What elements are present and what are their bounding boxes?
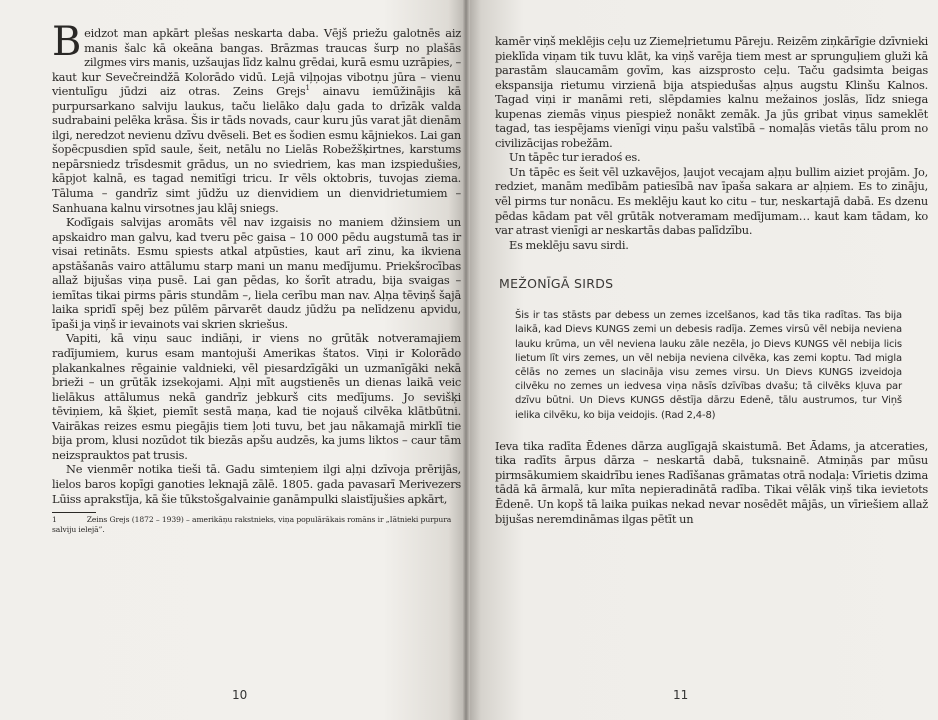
right-page <box>467 0 938 720</box>
drop-cap: B <box>52 19 82 65</box>
paragraph: kamēr viņš meklējis ceļu uz Ziemeļrietumu Pāreju. Reizēm ziņkārīgie dzīvnieki pieklīda viņam tik tuvu klāt, ka viņš varēja tiem mest ar sprunguļiem gluži kā parastām slaucamām govīm, kas aizsprosto ceļu. Taču gadsimta beigas ekspansija rietumu virzienā bija atspiedušas aļņus augstu Klinšu Kalnos. Tagad viņi ir manāmi reti, slēpdamies kalnu mežainos joslās, līdz sniega kupenas ziemās viņus piespiež nonākt zemāk. Ja jūs gribat viņus sameklēt tagad, tas iespējams vienīgi viņu pašu valstībā – nomaļās vietās tālu prom no civilizācijas robežām. <box>495 34 928 150</box>
footnote-text: Zeins Grejs (1872 – 1939) – amerikāņu rakstnieks, viņa populārākais romāns ir „Iātnieki purpura salviju ielejā”. <box>52 515 452 535</box>
footnote-marker: 1 <box>305 84 310 93</box>
paragraph: Ne vienmēr notika tieši tā. Gadu simteņiem ilgi aļņi dzīvoja prērijās, lielos baros kopīgi ganoties leknajā zālē. 1805. gada pavasarī Merivezers Lūiss aprakstīja, kā šie tūkstošgalvainie ganāmpulki slaistījušies apkārt, <box>52 462 461 506</box>
paragraph: Vapiti, kā viņu sauc indiāņi, ir viens no grūtāk notveramajiem radījumiem, kurus esam mantojuši Amerikas štatos. Viņi ir Kolorādo plakankalnes rēgainie valdnieki, vēl piesardzīgāki un uzmanīgāki nekā brieži – un grūtāk izsekojami. Aļņi mīt augstienēs un dienas laikā veic lielākus attālumus nekā gandrīz jebkurš cits medījums. Jo sevišķi tēviņiem, kā šķiet, piemīt sestā maņa, kad tie nojauš cilvēka klātbūtni. Vairākas reizes esmu piegājis tiem ļoti tuvu, bet jau nākamajā mirklī tie bija prom, klusi nozūdot tik biezās apšu audzēs, ka jums liktos – caur tām neizsprauktos pat trusis. <box>52 331 461 462</box>
paragraph-text-continued: ainavu iemūžinājis kā purpursarkano salviju laukus, taču lielāko daļu gada to drīzāk valda sudrabaini pelēka krāsa. Šis ir tāds novads, caur kuru jūs varat jāt dienām ilgi, neredzot nevienu dzīvu dvēseli. Bet es šodien esmu kājniekos. Lai gan šopēcpusdien spīd saule, šeit, netālu no Lielās Robežšķirtnes, karstums nepārsniedz trīsdesmit grādus, un no sviedriem, kas man izspiedušies, kāpjot kalnā, es tagad nemitīgi tricu. Ir vēls oktobris, tuvojas ziema. Tāluma – gandrīz simt jūdžu uz dienvidiem un dienvidrietumiem – Sanhuana kalnu virsotnes jau klāj sniegs. <box>52 84 462 215</box>
footnote <box>52 515 461 535</box>
footnote-divider <box>52 512 96 513</box>
paragraph-text: eidzot man apkārt plešas neskarta daba. Vējš priežu galotnēs aiz manis šalc kā okeāna bangas. Brāzmas traucas šurp no plašās zilgmes virs manis, uzšaujas līdz kalnu grēdai, kurā esmu uzrāpies, – kaut kur Sevečreindžā Kolorādo vidū. Lejā viļņojas vibotņu jūra – vienu vientulīgu jūdzi aiz otras. Zeins Grejs <box>52 26 461 99</box>
footnote-number: 1 <box>52 515 57 525</box>
right-page-text-after-quote <box>495 439 928 526</box>
book-gutter <box>462 0 470 720</box>
right-page-text <box>495 34 928 252</box>
paragraph: Ieva tika radīta Ēdenes dārza auglīgajā skaistumā. Bet Ādams, ja atceraties, tika radīts ārpus dārza – neskartā dabā, tuksnainē. Atmiņās par mūsu pirmsākumiem skaidrību ienes Radīšanas grāmatas otrā nodaļa: Vīrietis dzima tādā kā ārmalā, kur mīta nepieradinātā radība. Tikai vēlāk viņš tika ievietots Ēdenē. Un kopš tā laika puikas nekad nevar nosēdēt mājās, un vīriešiem allaž bijušas neremdināmas ilgas pētīt un <box>495 438 928 526</box>
scripture-text: Šis ir tas stāsts par debess un zemes izcelšanos, kad tās tika radītas. Tas bija laikā, kad Dievs KUNGS zemi un debesis radīja. Zemes virsū vēl nebija neviena lauku krūma, un vēl neviena lauku zāle nezēla, jo Dievs KUNGS vēl nebija licis lietum līt virs zemes, un vēl nebija neviena cilvēka, kas zemi koptu. Tad migla cēlās no zemes un slacināja visu zemes virsu. Un Dievs KUNGS izveidoja cilvēku no zemes un iedvesa viņa nāsīs dzīvības dvašu; tā cilvēks kļuva par dzīvu būtni. Un Dievs KUNGS dēstīja dārzu Edenē, tālu austrumos, tur Viņš ielika cilvēku, ko bija veidojis. (Rad 2,4-8) <box>515 310 902 421</box>
page-number-left: 10 <box>232 688 248 702</box>
paragraph: Es meklēju savu sirdi. <box>509 237 629 252</box>
paragraph: Kodīgais salvijas aromāts vēl nav izgaisis no maniem džinsiem un apskaidro man galvu, kad tveru pēc gaisa – 10 000 pēdu augstumā tas ir visai retināts. Esmu spiests atkal atpūsties, kaut arī zinu, ka ikviena apstāšanās vairo attālumu starp mani un manu medījumu. Priekšrocības allaž bijušas viņa pusē. Lai gan pēdas, ko šorīt atradu, bija svaigas – iemītas tikai pirms pāris stundām –, liela cerību man nav. Aļņa tēviņš šajā laika spridī spēj bez pūlēm pārvarēt daudz jūdžu pa nelīdzenu apvidu, īpaši ja viņš ir ievainots vai skrien skriešus. <box>52 215 461 331</box>
paragraph <box>52 19 462 215</box>
page-number-right: 11 <box>673 688 689 702</box>
left-page-text <box>52 19 462 506</box>
paragraph: Un tāpēc es šeit vēl uzkavējos, ļaujot vecajam aļņu bullim aiziet projām. Jo, redziet, manām medībām patiesībā nav īpaša sakara ar aļņiem. Es to zināju, vēl pirms tur nonācu. Es meklēju kaut ko citu – tur, neskartajā dabā. Es dzenu pēdas kādam pat vēl grūtāk notveramam medījumam… kaut kam tādam, ko var atrast vienīgi ar neskartās dabas palīdzību. <box>495 164 928 238</box>
scripture-quote <box>515 309 902 423</box>
section-heading: MEŽONĪGĀ SIRDS <box>499 276 614 292</box>
left-page <box>0 0 467 720</box>
paragraph: Un tāpēc tur ieradoś es. <box>509 150 641 165</box>
